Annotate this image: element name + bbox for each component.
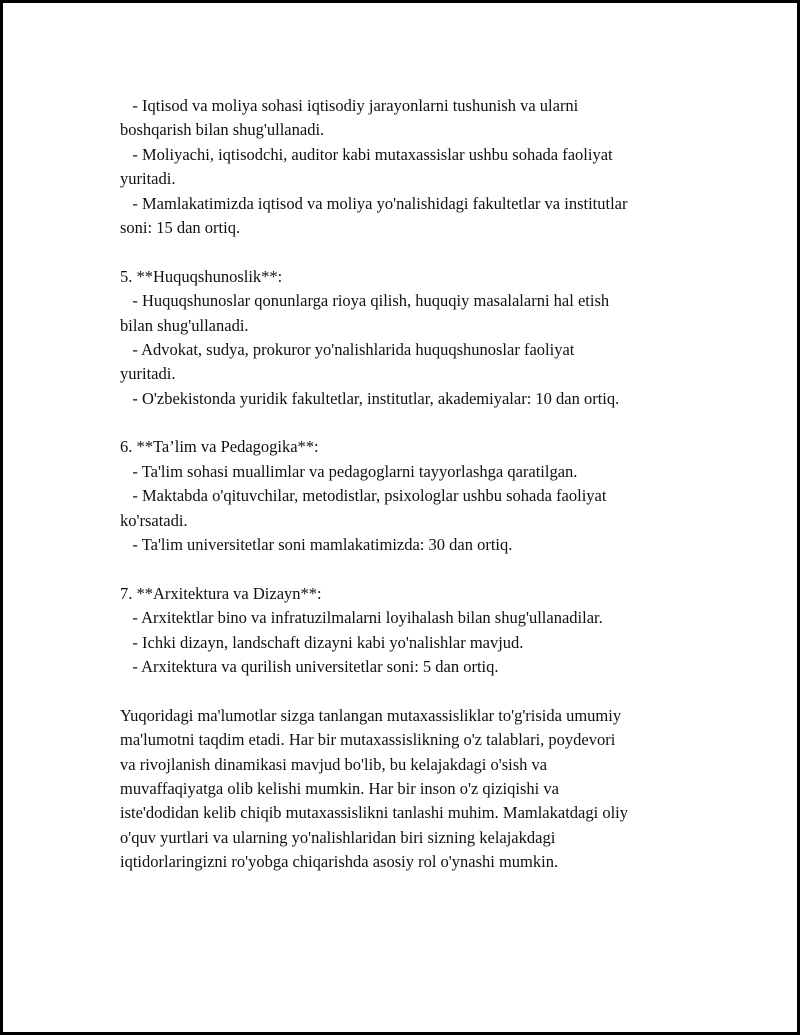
text-line: - Arxitektlar bino va infratuzilmalarni loyihalash bilan shug'ullanadilar.: [120, 608, 603, 628]
text-line: va rivojlanish dinamikasi mavjud bo'lib, bu kelajakdagi o'sish va: [120, 754, 548, 774]
text-line: o'quv yurtlari va ularning yo'nalishlaridan biri sizning kelajakdagi: [120, 827, 556, 847]
text-line: Yuqoridagi ma'lumotlar sizga tanlangan mutaxassisliklar to'g'risida umumiy: [120, 705, 622, 725]
text-line: boshqarish bilan shug'ullanadi.: [120, 120, 325, 140]
text-line: - Moliyachi, iqtisodchi, auditor kabi mutaxassislar ushbu sohada faoliyat: [120, 144, 613, 164]
text-line: - Iqtisod va moliya sohasi iqtisodiy jarayonlarni tushunish va ularni: [120, 96, 579, 115]
section-talim-pedagogika: [120, 435, 695, 557]
document-body: [120, 94, 695, 875]
text-line: - Huquqshunoslar qonunlarga rioya qilish, huquqiy masalalarni hal etish: [120, 291, 610, 311]
text-line: - Arxitektura va qurilish universitetlar soni: 5 dan ortiq.: [120, 656, 499, 676]
section-arxitektura-dizayn: [120, 582, 695, 680]
text-line: - O'zbekistonda yuridik fakultetlar, institutlar, akademiyalar: 10 dan ortiq.: [120, 388, 620, 408]
text-line: ko'rsatadi.: [120, 510, 188, 530]
section-heading: 5. **Huquqshunoslik**:: [120, 266, 283, 286]
text-line: - Ta'lim sohasi muallimlar va pedagoglarni tayyorlashga qaratilgan.: [120, 461, 578, 481]
text-line: - Advokat, sudya, prokuror yo'nalishlarida huquqshunoslar faoliyat: [120, 339, 575, 359]
section-heading: 7. **Arxitektura va Dizayn**:: [120, 583, 322, 603]
text-line: bilan shug'ullanadi.: [120, 315, 249, 335]
text-line: iste'dodidan kelib chiqib mutaxassislikni tanlashi muhim. Mamlakatdagi oliy: [120, 803, 628, 823]
section-iqtisod-details: [120, 94, 695, 240]
text-line: ma'lumotni taqdim etadi. Har bir mutaxassislikning o'z talablari, poydevori: [120, 730, 616, 750]
paragraph-gap: [120, 411, 695, 435]
text-line: - Mamlakatimizda iqtisod va moliya yo'nalishidagi fakultetlar va institutlar: [120, 193, 628, 213]
text-line: yuritadi.: [120, 364, 176, 384]
text-line: iqtidorlaringizni ro'yobga chiqarishda asosiy rol o'ynashi mumkin.: [120, 852, 559, 872]
text-line: muvaffaqiyatga olib kelishi mumkin. Har bir inson o'z qiziqishi va: [120, 778, 559, 798]
text-line: - Ichki dizayn, landschaft dizayni kabi yo'nalishlar mavjud.: [120, 632, 524, 652]
paragraph-gap: [120, 679, 695, 703]
paragraph-gap: [120, 240, 695, 264]
text-line: yuritadi.: [120, 169, 176, 189]
section-heading: 6. **Ta’lim va Pedagogika**:: [120, 437, 319, 457]
section-huquqshunoslik: [120, 265, 695, 411]
text-line: soni: 15 dan ortiq.: [120, 217, 241, 237]
conclusion-paragraph: [120, 704, 695, 875]
text-line: - Maktabda o'qituvchilar, metodistlar, psixologlar ushbu sohada faoliyat: [120, 486, 607, 506]
text-line: - Ta'lim universitetlar soni mamlakatimizda: 30 dan ortiq.: [120, 535, 513, 555]
paragraph-gap: [120, 557, 695, 581]
